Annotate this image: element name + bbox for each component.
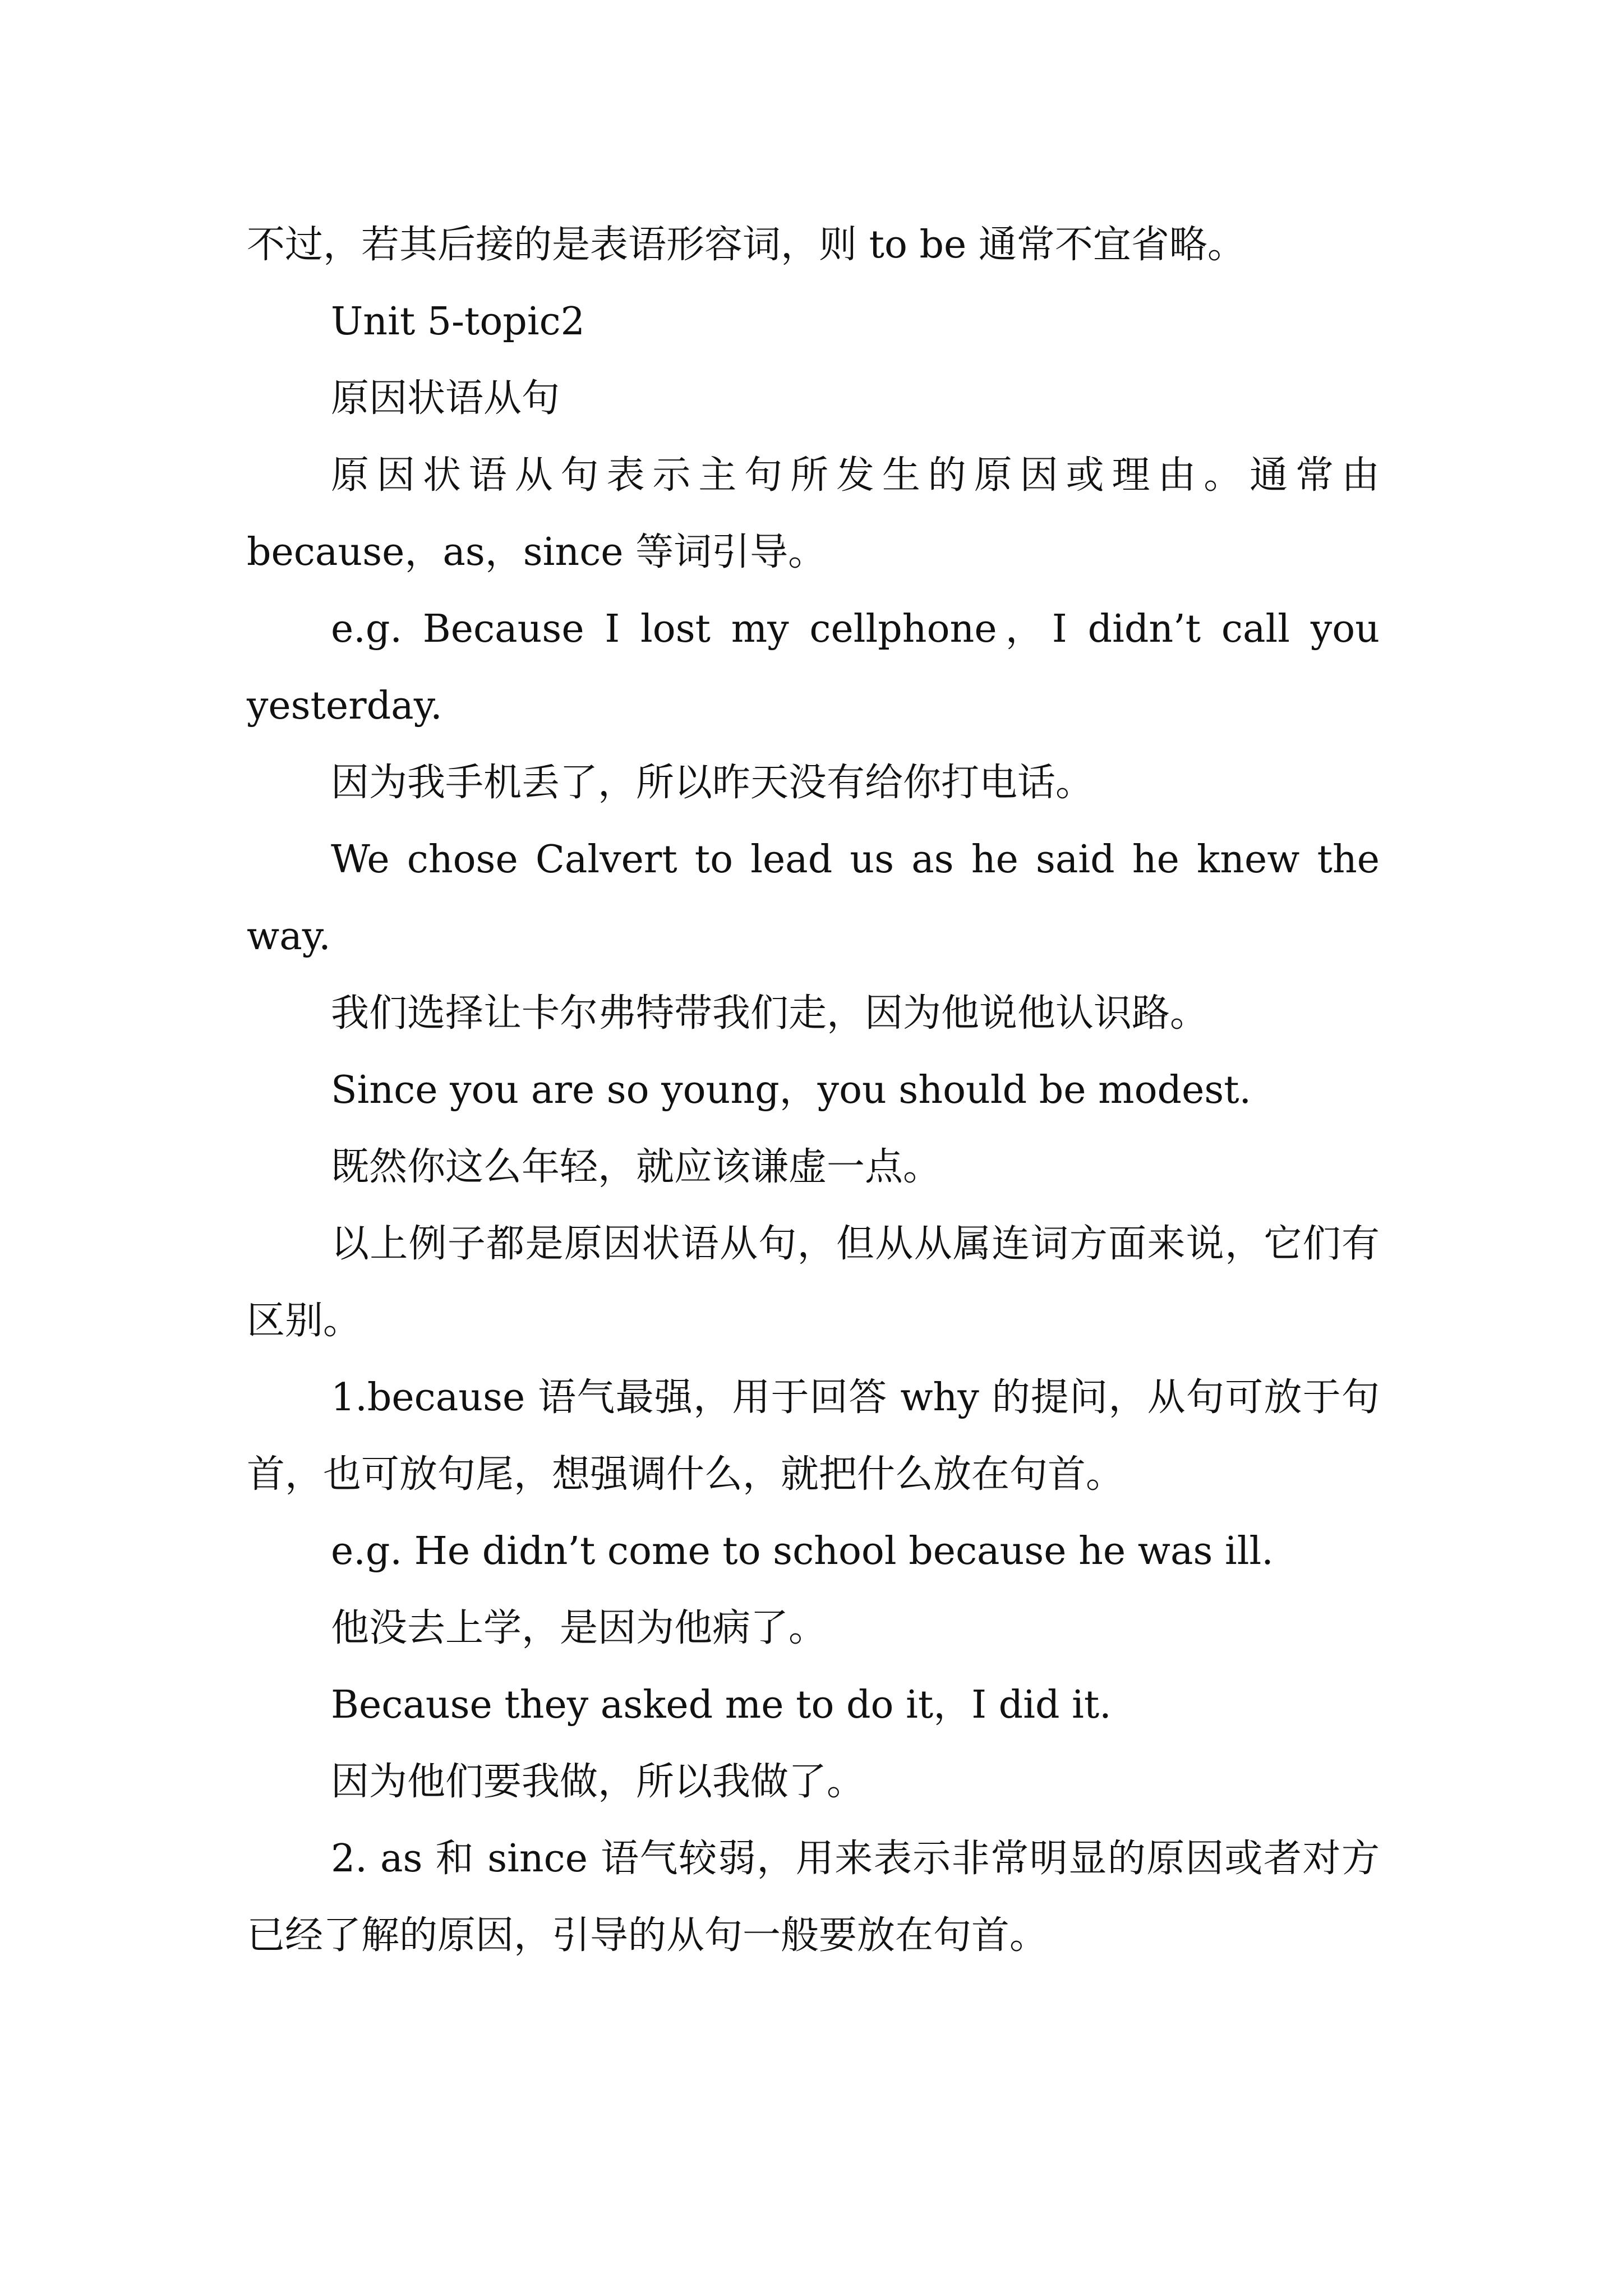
unit-heading: Unit 5-topic2 <box>331 300 585 344</box>
example-translation: 他没去上学，是因为他病了。 <box>331 1606 827 1650</box>
document-body <box>247 206 1380 1974</box>
example-translation: 因为他们要我做，所以我做了。 <box>331 1760 865 1804</box>
example-translation: 因为我手机丢了，所以昨天没有给你打电话。 <box>331 761 1094 805</box>
example-sentence: e.g. He didn’t come to school because he was ill. <box>331 1529 1274 1573</box>
example-sentence: e.g. Because I lost my cellphone，I didn’t call you yesterday. <box>247 607 1380 728</box>
point-2: 2. as 和 since 语气较弱，用来表示非常明显的原因或者对方已经了解的原因，引导的从句一般要放在句首。 <box>247 1837 1380 1958</box>
paragraph-continuation: 不过，若其后接的是表语形容词，则 to be 通常不宜省略。 <box>247 223 1246 267</box>
example-translation: 既然你这么年轻，就应该谦虚一点。 <box>331 1145 942 1189</box>
example-sentence: We chose Calvert to lead us as he said he knew the way. <box>247 838 1380 959</box>
point-1: 1.because 语气最强，用于回答 why 的提问，从句可放于句首，也可放句尾，想强调什么，就把什么放在句首。 <box>247 1375 1380 1497</box>
section-heading: 原因状语从句 <box>331 376 560 421</box>
example-sentence: Because they asked me to do it，I did it. <box>331 1683 1112 1727</box>
paragraph-comparison: 以上例子都是原因状语从句，但从从属连词方面来说，它们有区别。 <box>247 1222 1380 1343</box>
paragraph-definition: 原因状语从句表示主句所发生的原因或理由。通常由 because，as，since 等词引导。 <box>247 453 1380 574</box>
example-sentence: Since you are so young，you should be modest. <box>331 1068 1252 1112</box>
example-translation: 我们选择让卡尔弗特带我们走，因为他说他认识路。 <box>331 991 1209 1036</box>
